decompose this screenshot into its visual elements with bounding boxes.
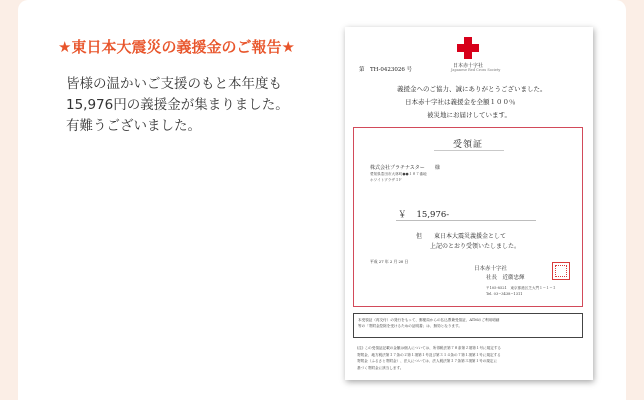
intro-line: 有難うございました。 xyxy=(66,118,201,134)
footnote-line: (注) この受領証記載の金額は個人については、所得税法第７８条第２項第１号に規定する xyxy=(357,346,502,350)
validity-notice xyxy=(353,313,583,338)
message-line: 義援金へのご協力、誠にありがとうございました。 xyxy=(397,85,547,93)
thank-you-message xyxy=(397,83,547,122)
org-name-english: Japanese Red Cross Society xyxy=(451,68,501,72)
donation-receipt-image xyxy=(345,27,593,380)
recipient-address xyxy=(370,171,427,183)
amount-value: 15,976- xyxy=(416,210,450,220)
yen-symbol: ￥ xyxy=(398,210,407,220)
address-line: 愛知県豊田市大林町●●１８７番地 xyxy=(370,172,427,176)
recipient-name: 株式会社プラチナスター xyxy=(370,165,425,171)
message-line: 被災地にお届けしています。 xyxy=(427,111,511,119)
contact-line: Tel. 03−3438−1311 xyxy=(486,292,523,296)
address-line: ホワイトプラザ３Ｆ xyxy=(370,178,403,182)
receipt-frame xyxy=(353,127,583,307)
notice-line: 本受領証（再交付）の発行をもって、郵便局からの払込票兼受領証、ATMのご利用明細 xyxy=(358,318,500,322)
signer-title: 社長 近衞忠煇 xyxy=(486,274,525,281)
purpose-text xyxy=(416,232,520,252)
contact-info xyxy=(486,285,556,297)
signer xyxy=(474,265,525,282)
contact-line: 〒105-8521 東京都港区芝大門１−１−３ xyxy=(486,286,556,290)
donation-amount xyxy=(398,208,449,220)
intro-text xyxy=(66,74,289,137)
notice-line: 等の「寄附金控除を受けるための証明書」は、無効となります。 xyxy=(358,324,462,328)
purpose-line: 上記のとおり受領いたしました。 xyxy=(430,243,521,250)
signer-org: 日本赤十字社 xyxy=(474,266,508,272)
document-number: 第 TH-0423026 号 xyxy=(359,67,413,73)
intro-line: 15,976円の義援金が集まりました。 xyxy=(66,97,289,113)
recipient xyxy=(370,164,440,171)
footnote-line: 寄附金、地方税法第３７条の２第１項第１号及び第３１４条の７第１項第１号に規定する xyxy=(357,352,501,357)
issue-date: 平成 27 年 2 月 20 日 xyxy=(370,259,409,264)
org-name-small: 日本赤十字社 xyxy=(453,63,484,69)
report-heading: ★東日本大震災の義援金のご報告★ xyxy=(58,38,295,56)
intro-line: 皆様の温かいご支援のもと本年度も xyxy=(66,76,282,92)
purpose-line: 但 東日本大震災義援金として xyxy=(416,233,507,240)
title-underline xyxy=(434,150,504,151)
receipt-title: 受領証 xyxy=(452,140,483,150)
red-cross-logo-icon xyxy=(457,37,479,59)
amount-underline xyxy=(396,220,536,221)
recipient-honorific: 様 xyxy=(434,165,440,171)
footnote-line: 寄附金（ふるさと寄附金）、法人については、法人税法第３７条第３項第１号の規定に xyxy=(357,359,498,363)
official-seal-icon xyxy=(552,262,570,280)
footnote-line: 基づく寄附金に該当します。 xyxy=(357,365,404,370)
tax-footnote xyxy=(357,345,501,371)
message-line: 日本赤十字社は義援金を全額１００％ xyxy=(405,98,516,106)
